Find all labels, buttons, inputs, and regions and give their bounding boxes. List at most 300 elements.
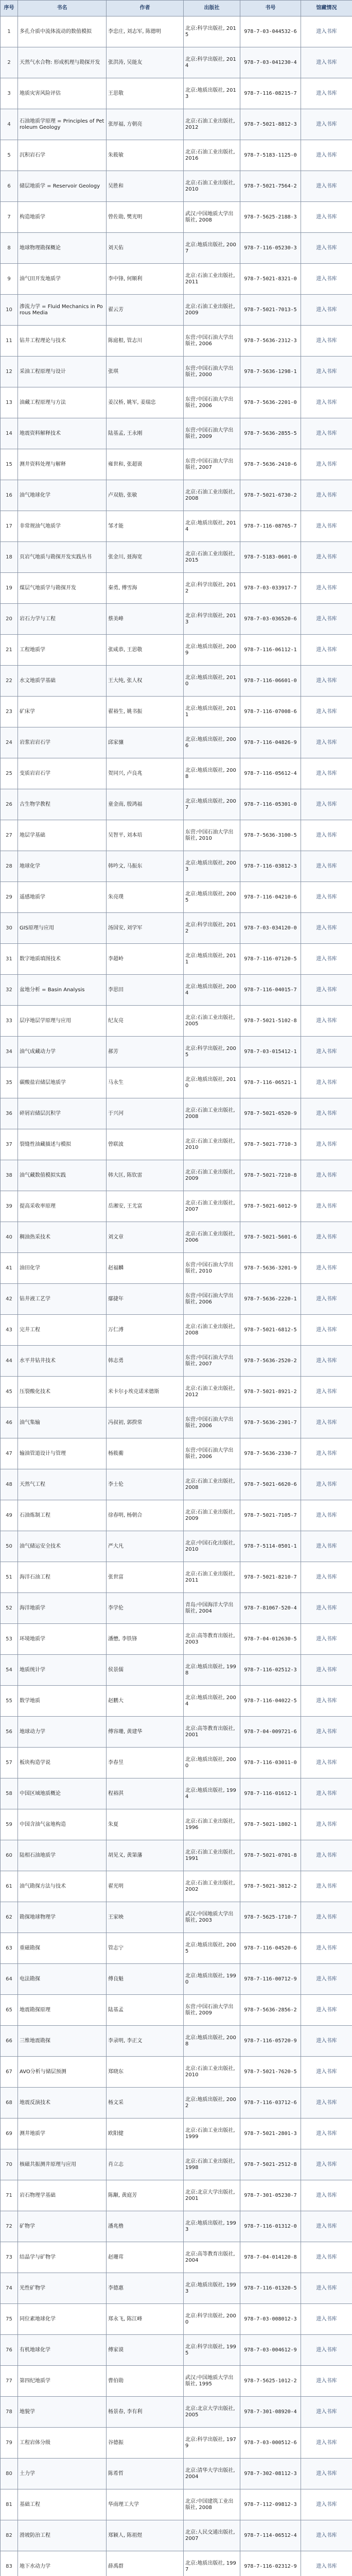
table-row (1, 913, 352, 944)
cell-isbn: 978-7-5021-6730-2 (240, 480, 301, 511)
cell-num: 43 (1, 1315, 18, 1346)
cell-author: 王大纯, 张人权 (107, 666, 184, 697)
cell-isbn: 978-7-03-004612-9 (240, 2335, 301, 2366)
cell-title: 碎屑岩储层沉积学 (18, 1098, 107, 1129)
cell-author: 雍世和, 张超谟 (107, 449, 184, 480)
cell-author: 吴胜和 (107, 171, 184, 202)
cell-status: 进入书库 (301, 1748, 352, 1778)
cell-title: AVO分析与储层预测 (18, 2057, 107, 2088)
cell-title: 构造地质学 (18, 202, 107, 233)
table-row (1, 1284, 352, 1315)
table-row (1, 1377, 352, 1408)
cell-author: 万仁溥 (107, 1315, 184, 1346)
table-row (1, 1655, 352, 1686)
cell-author: 陆基孟 (107, 1995, 184, 2026)
cell-status: 进入书库 (301, 1408, 352, 1438)
cell-num: 56 (1, 1717, 18, 1748)
cell-title: 有机地球化学 (18, 2335, 107, 2366)
cell-publisher: 北京:地质出版社, 2004 (184, 1686, 240, 1717)
table-row (1, 1253, 352, 1284)
cell-title: GIS原理与应用 (18, 913, 107, 944)
cell-status: 进入书库 (301, 1686, 352, 1717)
cell-author: 汤国安, 刘学军 (107, 913, 184, 944)
cell-status: 进入书库 (301, 480, 352, 511)
cell-isbn: 978-7-5021-8921-2 (240, 1377, 301, 1408)
table-row (1, 1129, 352, 1160)
cell-status: 进入书库 (301, 1006, 352, 1037)
cell-author: 刘天佑 (107, 233, 184, 264)
cell-title: 多孔介质中流体流动的数值模拟 (18, 16, 107, 47)
cell-author: 郑颖人, 陈祖煜 (107, 2520, 184, 2551)
cell-num: 5 (1, 140, 18, 171)
cell-isbn: 978-7-04-014120-8 (240, 2242, 301, 2273)
cell-isbn: 978-7-5021-7620-5 (240, 2057, 301, 2088)
cell-isbn: 978-7-5625-1012-2 (240, 2366, 301, 2397)
cell-status: 进入书库 (301, 1469, 352, 1500)
cell-status: 进入书库 (301, 1995, 352, 2026)
cell-title: 遥感地质学 (18, 882, 107, 913)
cell-status: 进入书库 (301, 758, 352, 789)
table-row (1, 2489, 352, 2520)
cell-num: 65 (1, 1995, 18, 2026)
cell-status: 进入书库 (301, 1624, 352, 1655)
cell-num: 13 (1, 387, 18, 418)
cell-status: 进入书库 (301, 1562, 352, 1593)
table-row (1, 1686, 352, 1717)
cell-title: 沉积岩石学 (18, 140, 107, 171)
cell-title: 地球动力学 (18, 1717, 107, 1748)
cell-publisher: 北京:科学出版社, 2000 (184, 2304, 240, 2335)
cell-publisher: 北京:石油工业出版社, 2009 (184, 1160, 240, 1191)
cell-status: 进入书库 (301, 1222, 352, 1253)
cell-isbn: 978-7-301-05230-7 (240, 2180, 301, 2211)
cell-status: 进入书库 (301, 140, 352, 171)
cell-title: 滑坡防治工程 (18, 2520, 107, 2551)
cell-author: 李思田 (107, 975, 184, 1006)
cell-author: 肖立志 (107, 2149, 184, 2180)
cell-author: 杨筱蘅 (107, 1438, 184, 1469)
cell-publisher: 北京:科学出版社, 2012 (184, 573, 240, 604)
cell-status: 进入书库 (301, 2026, 352, 2057)
cell-publisher: 北京:地质出版社, 2010 (184, 666, 240, 697)
table-row (1, 697, 352, 727)
table-row (1, 1995, 352, 2026)
cell-isbn: 978-7-116-06601-0 (240, 666, 301, 697)
cell-title: 测井资料处理与解释 (18, 449, 107, 480)
table-row (1, 1222, 352, 1253)
table-row (1, 295, 352, 326)
cell-num: 64 (1, 1964, 18, 1995)
table-row (1, 2242, 352, 2273)
cell-status: 进入书库 (301, 418, 352, 449)
cell-isbn: 978-7-5636-3100-5 (240, 820, 301, 851)
cell-num: 9 (1, 264, 18, 295)
cell-title: 重磁勘探 (18, 1933, 107, 1964)
table-row (1, 1562, 352, 1593)
cell-author: 张咸恭, 王思敬 (107, 635, 184, 666)
cell-author: 管志宁 (107, 1933, 184, 1964)
table-row (1, 1037, 352, 1067)
table-row (1, 326, 352, 357)
cell-isbn: 978-7-5636-2520-2 (240, 1346, 301, 1377)
cell-author: 岳湘安, 王尤富 (107, 1191, 184, 1222)
table-row (1, 511, 352, 542)
cell-num: 20 (1, 604, 18, 635)
cell-num: 52 (1, 1593, 18, 1624)
table-row (1, 1160, 352, 1191)
cell-publisher: 北京:石油工业出版社, 2010 (184, 171, 240, 202)
cell-isbn: 978-7-03-034120-0 (240, 913, 301, 944)
cell-num: 73 (1, 2242, 18, 2273)
cell-publisher: 北京:人民交通出版社, 2007 (184, 2520, 240, 2551)
cell-title: 板块构造学说 (18, 1748, 107, 1778)
cell-isbn: 978-7-5021-2801-3 (240, 2119, 301, 2149)
cell-title: 地震资料解释技术 (18, 418, 107, 449)
cell-author: 翟云芳 (107, 295, 184, 326)
cell-author: 朱筱敏 (107, 140, 184, 171)
cell-publisher: 北京:地质出版社, 2008 (184, 2026, 240, 2057)
cell-status: 进入书库 (301, 2211, 352, 2242)
cell-isbn: 978-7-116-04210-6 (240, 882, 301, 913)
table-row (1, 171, 352, 202)
cell-num: 14 (1, 418, 18, 449)
cell-publisher: 北京:石油工业出版社, 2005 (184, 1006, 240, 1037)
cell-status: 进入书库 (301, 975, 352, 1006)
cell-publisher: 北京:科学出版社, 1979 (184, 2428, 240, 2459)
cell-status: 进入书库 (301, 1840, 352, 1871)
cell-title: 水文地质学基础 (18, 666, 107, 697)
table-row (1, 140, 352, 171)
cell-status: 进入书库 (301, 511, 352, 542)
cell-isbn: 978-7-5114-0501-1 (240, 1531, 301, 1562)
cell-title: 油气地球化学 (18, 480, 107, 511)
cell-publisher: 北京:地质出版社, 2009 (184, 635, 240, 666)
cell-author: 李忠庄, 刘志军, 陈德明 (107, 16, 184, 47)
cell-author: 翟光明 (107, 1871, 184, 1902)
cell-num: 62 (1, 1902, 18, 1933)
table-row (1, 449, 352, 480)
cell-isbn: 978-7-5021-5102-8 (240, 1006, 301, 1037)
cell-num: 29 (1, 882, 18, 913)
cell-title: 非常规油气地质学 (18, 511, 107, 542)
cell-title: 油气田开发地质学 (18, 264, 107, 295)
cell-isbn: 978-7-03-044532-6 (240, 16, 301, 47)
table-row (1, 1006, 352, 1037)
cell-title: 矿物学 (18, 2211, 107, 2242)
cell-title: 地质灾害风险评估 (18, 78, 107, 109)
cell-isbn: 978-7-114-06512-4 (240, 2520, 301, 2551)
cell-title: 石油炼制工程 (18, 1500, 107, 1531)
cell-title: 钻井液工艺学 (18, 1284, 107, 1315)
cell-status: 进入书库 (301, 2397, 352, 2428)
cell-isbn: 978-7-03-041230-4 (240, 47, 301, 78)
cell-status: 进入书库 (301, 387, 352, 418)
cell-author: 陆基孟, 王永刚 (107, 418, 184, 449)
cell-title: 环境地质学 (18, 1624, 107, 1655)
cell-author: 李春昱 (107, 1748, 184, 1778)
cell-isbn: 978-7-116-04015-7 (240, 975, 301, 1006)
cell-status: 进入书库 (301, 2149, 352, 2180)
cell-isbn: 978-7-116-07120-5 (240, 944, 301, 975)
cell-author: 韩吟文, 马振东 (107, 851, 184, 882)
cell-title: 测井地质学 (18, 2119, 107, 2149)
cell-status: 进入书库 (301, 47, 352, 78)
cell-num: 7 (1, 202, 18, 233)
table-row (1, 851, 352, 882)
cell-publisher: 北京:高等教育出版社, 2001 (184, 1717, 240, 1748)
cell-title: 完井工程 (18, 1315, 107, 1346)
cell-title: 输油管道设计与管理 (18, 1438, 107, 1469)
table-row (1, 387, 352, 418)
cell-title: 储层地质学 = Reservoir Geology (18, 171, 107, 202)
cell-status: 进入书库 (301, 1160, 352, 1191)
cell-status: 进入书库 (301, 449, 352, 480)
cell-title: 油气储运安全技术 (18, 1531, 107, 1562)
cell-title: 同位素地球化学 (18, 2304, 107, 2335)
cell-isbn: 978-7-116-04826-9 (240, 727, 301, 758)
cell-author: 严大凡 (107, 1531, 184, 1562)
cell-author: 鄢捷年 (107, 1284, 184, 1315)
cell-title: 盆地分析 = Basin Analysis (18, 975, 107, 1006)
cell-isbn: 978-7-116-05612-4 (240, 758, 301, 789)
cell-isbn: 978-7-116-04022-5 (240, 1686, 301, 1717)
cell-title: 基础工程 (18, 2489, 107, 2520)
cell-title: 地层学基础 (18, 820, 107, 851)
cell-author: 吴智平, 刘本培 (107, 820, 184, 851)
header-publisher: 出版社 (184, 1, 240, 16)
cell-publisher: 武汉:中国地质大学出版社, 2003 (184, 1902, 240, 1933)
cell-title: 地震勘探原理 (18, 1995, 107, 2026)
cell-title: 第四纪地质学 (18, 2366, 107, 2397)
cell-author: 张厚福, 方朝亮 (107, 109, 184, 140)
cell-num: 28 (1, 851, 18, 882)
cell-title: 提高采收率原理 (18, 1191, 107, 1222)
cell-isbn: 978-7-5021-7710-3 (240, 1129, 301, 1160)
cell-publisher: 北京:地质出版社, 2010 (184, 1067, 240, 1098)
cell-num: 59 (1, 1809, 18, 1840)
header-status: 馆藏情况 (301, 1, 352, 16)
table-row (1, 2211, 352, 2242)
cell-status: 进入书库 (301, 2489, 352, 2520)
cell-title: 层序地层学原理与应用 (18, 1006, 107, 1037)
cell-status: 进入书库 (301, 2088, 352, 2119)
cell-publisher: 北京:石油工业出版社, 2010 (184, 1129, 240, 1160)
cell-title: 陆相石油地质学 (18, 1840, 107, 1871)
table-row (1, 1902, 352, 1933)
cell-isbn: 978-7-5021-8321-0 (240, 264, 301, 295)
cell-isbn: 978-7-03-000512-6 (240, 2428, 301, 2459)
cell-num: 48 (1, 1469, 18, 1500)
table-row (1, 573, 352, 604)
table-row (1, 2180, 352, 2211)
table-row (1, 1778, 352, 1809)
cell-author: 姜汉桥, 姚军, 姜瑞忠 (107, 387, 184, 418)
cell-status: 进入书库 (301, 1717, 352, 1748)
cell-publisher: 北京:地质出版社, 2000 (184, 1748, 240, 1778)
cell-title: 渗流力学 = Fluid Mechanics in Porous Media (18, 295, 107, 326)
cell-title: 页岩气地质与勘探开发实践丛书 (18, 542, 107, 573)
table-header (1, 1, 352, 16)
cell-title: 石油地质学原理 = Principles of Petroleum Geology (18, 109, 107, 140)
cell-isbn: 978-7-5636-2856-2 (240, 1995, 301, 2026)
cell-publisher: 北京:地质出版社, 1994 (184, 1778, 240, 1809)
cell-num: 50 (1, 1531, 18, 1562)
cell-status: 进入书库 (301, 666, 352, 697)
table-row (1, 820, 352, 851)
cell-num: 22 (1, 666, 18, 697)
cell-title: 中国区域地质概论 (18, 1778, 107, 1809)
cell-title: 油气勘探方法与技术 (18, 1871, 107, 1902)
cell-author: 曾联波 (107, 1129, 184, 1160)
cell-title: 数字地质填图技术 (18, 944, 107, 975)
cell-author: 韩大匡, 陈钦雷 (107, 1160, 184, 1191)
cell-status: 进入书库 (301, 1655, 352, 1686)
cell-author: 谷德振 (107, 2428, 184, 2459)
cell-author: 侯景儒 (107, 1655, 184, 1686)
cell-num: 76 (1, 2335, 18, 2366)
cell-num: 49 (1, 1500, 18, 1531)
cell-publisher: 东营:中国石油大学出版社, 2009 (184, 1995, 240, 2026)
cell-publisher: 北京:高等教育出版社, 2004 (184, 2242, 240, 2273)
cell-title: 油气成藏动力学 (18, 1037, 107, 1067)
cell-isbn: 978-7-04-012630-5 (240, 1624, 301, 1655)
cell-publisher: 北京:中国建筑工业出版社, 2008 (184, 2489, 240, 2520)
cell-status: 进入书库 (301, 1438, 352, 1469)
cell-isbn: 978-7-5636-1298-1 (240, 357, 301, 387)
cell-publisher: 北京:地质出版社, 2011 (184, 944, 240, 975)
cell-isbn: 978-7-5636-2220-1 (240, 1284, 301, 1315)
cell-isbn: 978-7-5021-1802-1 (240, 1809, 301, 1840)
cell-publisher: 北京:石油工业出版社, 2009 (184, 295, 240, 326)
cell-num: 67 (1, 2057, 18, 2088)
cell-num: 44 (1, 1346, 18, 1377)
table-row (1, 2273, 352, 2304)
cell-status: 进入书库 (301, 944, 352, 975)
cell-author: 马永生 (107, 1067, 184, 1098)
cell-isbn: 978-7-116-03011-0 (240, 1748, 301, 1778)
cell-isbn: 978-7-5021-8812-3 (240, 109, 301, 140)
cell-title: 油气集输 (18, 1408, 107, 1438)
cell-isbn: 978-7-112-09812-3 (240, 2489, 301, 2520)
cell-status: 进入书库 (301, 2304, 352, 2335)
cell-isbn: 978-7-5625-2188-3 (240, 202, 301, 233)
cell-status: 进入书库 (301, 1067, 352, 1098)
cell-author: 李士伦 (107, 1469, 184, 1500)
cell-isbn: 978-7-116-06521-1 (240, 1067, 301, 1098)
cell-title: 天然气工程 (18, 1469, 107, 1500)
cell-isbn: 978-7-03-033917-7 (240, 573, 301, 604)
cell-num: 42 (1, 1284, 18, 1315)
cell-publisher: 北京:科学出版社, 2014 (184, 47, 240, 78)
cell-title: 油田化学 (18, 1253, 107, 1284)
table-row (1, 16, 352, 47)
table-row (1, 1067, 352, 1098)
cell-title: 地貌学 (18, 2397, 107, 2428)
table-row (1, 47, 352, 78)
cell-status: 进入书库 (301, 78, 352, 109)
cell-isbn: 978-7-5636-2301-7 (240, 1408, 301, 1438)
cell-title: 电法勘探 (18, 1964, 107, 1995)
table-row (1, 202, 352, 233)
cell-isbn: 978-7-302-08112-3 (240, 2459, 301, 2489)
cell-publisher: 北京:地质出版社, 2007 (184, 233, 240, 264)
cell-author: 卢双舫, 张敏 (107, 480, 184, 511)
cell-author: 潘懋, 李铁锋 (107, 1624, 184, 1655)
cell-title: 中国含油气盆地构造 (18, 1809, 107, 1840)
cell-status: 进入书库 (301, 913, 352, 944)
cell-isbn: 978-7-5021-6620-6 (240, 1469, 301, 1500)
cell-publisher: 北京:科学出版社, 2005 (184, 1037, 240, 1067)
table-row (1, 2149, 352, 2180)
cell-author: 王家映 (107, 1902, 184, 1933)
cell-num: 36 (1, 1098, 18, 1129)
table-row (1, 1933, 352, 1964)
cell-publisher: 北京:地质出版社, 2005 (184, 1933, 240, 1964)
cell-num: 4 (1, 109, 18, 140)
cell-isbn: 978-7-5021-5601-6 (240, 1222, 301, 1253)
cell-num: 8 (1, 233, 18, 264)
cell-publisher: 北京:石油工业出版社, 2008 (184, 480, 240, 511)
cell-status: 进入书库 (301, 233, 352, 264)
cell-status: 进入书库 (301, 1191, 352, 1222)
cell-num: 16 (1, 480, 18, 511)
cell-status: 进入书库 (301, 789, 352, 820)
table-row (1, 1098, 352, 1129)
cell-publisher: 东营:中国石油大学出版社, 2006 (184, 387, 240, 418)
cell-num: 55 (1, 1686, 18, 1717)
cell-status: 进入书库 (301, 1253, 352, 1284)
cell-status: 进入书库 (301, 820, 352, 851)
cell-isbn: 978-7-116-05230-3 (240, 233, 301, 264)
cell-publisher: 东营:中国石油大学出版社, 2010 (184, 820, 240, 851)
cell-author: 潘兆橹 (107, 2211, 184, 2242)
cell-publisher: 东营:中国石油大学出版社, 2006 (184, 1438, 240, 1469)
cell-status: 进入书库 (301, 1037, 352, 1067)
cell-status: 进入书库 (301, 1809, 352, 1840)
cell-title: 天然气水合物: 形成机理与勘探开发 (18, 47, 107, 78)
cell-author: 蔡美峰 (107, 604, 184, 635)
table-row (1, 2428, 352, 2459)
cell-num: 23 (1, 697, 18, 727)
cell-num: 75 (1, 2304, 18, 2335)
cell-num: 78 (1, 2397, 18, 2428)
table-row (1, 789, 352, 820)
cell-status: 进入书库 (301, 2551, 352, 2576)
cell-isbn: 978-7-5021-2512-8 (240, 2149, 301, 2180)
cell-isbn: 978-7-5636-2312-3 (240, 326, 301, 357)
table-row (1, 233, 352, 264)
cell-isbn: 978-7-116-08215-7 (240, 78, 301, 109)
cell-title: 海洋地质学 (18, 1593, 107, 1624)
table-row (1, 2119, 352, 2149)
cell-num: 34 (1, 1037, 18, 1067)
cell-isbn: 978-7-5183-1125-0 (240, 140, 301, 171)
cell-title: 岩浆岩岩石学 (18, 727, 107, 758)
cell-author: 陈颙, 黄庭芳 (107, 2180, 184, 2211)
cell-num: 11 (1, 326, 18, 357)
cell-publisher: 北京:石油工业出版社, 2009 (184, 1500, 240, 1531)
cell-title: 水平井钻井技术 (18, 1346, 107, 1377)
cell-status: 进入书库 (301, 2366, 352, 2397)
cell-title: 矿床学 (18, 697, 107, 727)
cell-author: 王思敬 (107, 78, 184, 109)
header-author: 作者 (107, 1, 184, 16)
cell-num: 74 (1, 2273, 18, 2304)
cell-isbn: 978-7-116-05301-0 (240, 789, 301, 820)
table-row (1, 2551, 352, 2576)
cell-author: 杨文采 (107, 2088, 184, 2119)
cell-author: 秦勇, 傅雪海 (107, 573, 184, 604)
